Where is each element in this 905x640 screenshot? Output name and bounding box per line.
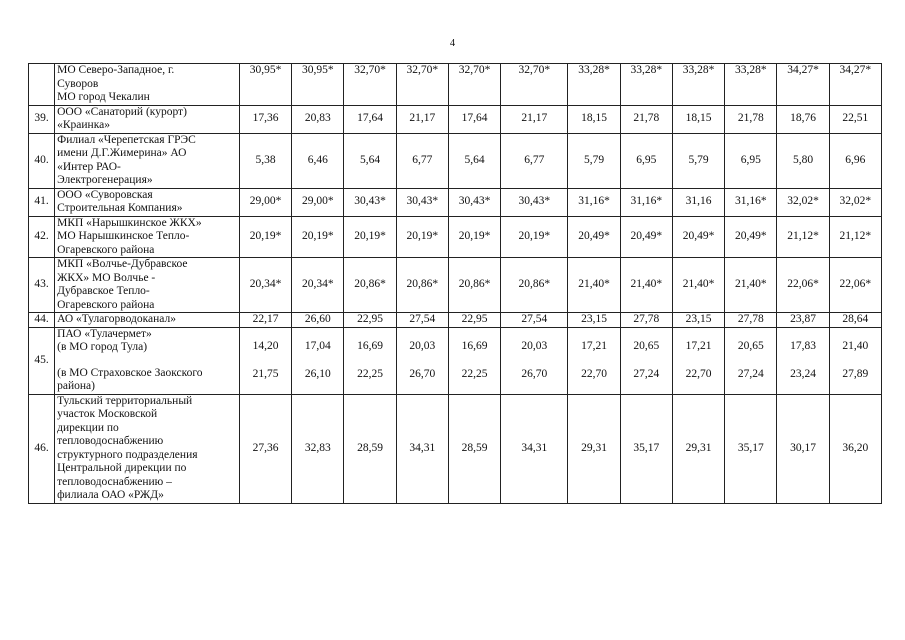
organization-name-line: (в МО Страховское Заокского [57, 366, 203, 379]
row-number: 45. [29, 327, 55, 394]
row-number: 44. [29, 313, 55, 328]
tariff-value: 30,17 [777, 394, 829, 503]
tariff-value: 34,31 [396, 394, 448, 503]
tariff-value: 31,16* [620, 188, 672, 216]
organization-name-line: (в МО город Тула) [57, 341, 148, 353]
row-number: 41. [29, 188, 55, 216]
tariff-value: 30,43* [344, 188, 396, 216]
organization-name-line: МКП «Нарышкинское ЖКХ» [57, 216, 202, 229]
tariff-value: 20,34* [239, 258, 291, 313]
organization-name [55, 105, 240, 133]
tariff-value: 14,20 21,75 [239, 327, 291, 394]
tariff-value: 35,17 [725, 394, 777, 503]
organization-name-line: Суворов [57, 77, 99, 90]
tariff-value: 35,17 [620, 394, 672, 503]
row-number: 42. [29, 216, 55, 258]
tariff-value: 5,80 [777, 133, 829, 188]
tariff-value: 22,06* [829, 258, 881, 313]
tariff-value: 29,00* [292, 188, 344, 216]
tariff-value: 5,38 [239, 133, 291, 188]
tariff-value: 5,79 [568, 133, 620, 188]
tariff-value: 21,78 [725, 105, 777, 133]
tariff-value: 20,03 26,70 [501, 327, 568, 394]
organization-name [55, 133, 240, 188]
tariff-value: 32,02* [777, 188, 829, 216]
tariff-value: 32,70* [344, 64, 396, 106]
row-number: 40. [29, 133, 55, 188]
tariff-value: 17,04 26,10 [292, 327, 344, 394]
tariff-value: 34,27* [777, 64, 829, 106]
organization-name-line: структурного подразделения [57, 448, 198, 461]
organization-name [55, 216, 240, 258]
organization-name-line: ЖКХ» МО Волчье - [57, 271, 156, 284]
organization-name-line: Центральной дирекции по [57, 462, 187, 474]
tariff-value: 20,49* [672, 216, 724, 258]
table-row [29, 258, 882, 313]
tariff-value: 22,95 [344, 313, 396, 328]
organization-name [55, 258, 240, 313]
tariff-value: 18,15 [672, 105, 724, 133]
organization-name-line: района) [57, 380, 95, 392]
tariff-value: 33,28* [568, 64, 620, 106]
tariff-value: 21,40* [672, 258, 724, 313]
tariff-value: 5,64 [344, 133, 396, 188]
tariff-value: 20,86* [448, 258, 500, 313]
tariff-value: 28,59 [344, 394, 396, 503]
organization-name-line: тепловодоснабжению – [57, 475, 172, 488]
tariff-value: 33,28* [672, 64, 724, 106]
tariff-value: 34,27* [829, 64, 881, 106]
organization-name [55, 313, 240, 328]
row-number: 43. [29, 258, 55, 313]
tariff-value: 34,31 [501, 394, 568, 503]
tariff-value: 21,17 [396, 105, 448, 133]
tariff-value: 20,65 27,24 [620, 327, 672, 394]
organization-name-line: ООО «Суворовская [57, 188, 153, 201]
organization-name-line: МО Северо-Западное, г. [57, 64, 175, 76]
tariff-value: 29,31 [672, 394, 724, 503]
tariff-value: 6,77 [501, 133, 568, 188]
tariff-value: 29,00* [239, 188, 291, 216]
page-number: 4 [449, 38, 456, 49]
tariff-value: 18,76 [777, 105, 829, 133]
tariff-value: 29,31 [568, 394, 620, 503]
tariff-value: 32,70* [448, 64, 500, 106]
tariff-value: 21,40* [725, 258, 777, 313]
tariff-value: 20,19* [239, 216, 291, 258]
organization-name-line: филиала ОАО «РЖД» [57, 489, 164, 501]
tariff-value: 27,36 [239, 394, 291, 503]
tariff-value: 20,19* [292, 216, 344, 258]
organization-name-line: «Интер РАО- [57, 160, 121, 173]
tariff-value: 33,28* [725, 64, 777, 106]
tariff-value: 20,86* [396, 258, 448, 313]
tariff-value: 32,83 [292, 394, 344, 503]
tariff-value: 21,78 [620, 105, 672, 133]
tariff-value: 27,78 [725, 313, 777, 328]
tariff-value: 20,83 [292, 105, 344, 133]
tariff-value: 6,96 [829, 133, 881, 188]
organization-name-line: МО город Чекалин [57, 91, 150, 103]
row-number [29, 64, 55, 106]
organization-name-line: МО Нарышкинское Тепло- [57, 230, 190, 242]
tariff-value: 28,64 [829, 313, 881, 328]
tariff-value: 17,36 [239, 105, 291, 133]
tariff-value: 20,19* [344, 216, 396, 258]
organization-name-line: Филиал «Черепетская ГРЭС [57, 133, 196, 146]
tariff-value: 20,19* [396, 216, 448, 258]
tariff-value: 31,16 [672, 188, 724, 216]
organization-name-line: Строительная Компания» [57, 202, 183, 214]
tariff-value: 22,95 [448, 313, 500, 328]
tariff-value: 6,95 [725, 133, 777, 188]
tariff-value: 22,17 [239, 313, 291, 328]
tariff-value: 16,69 22,25 [344, 327, 396, 394]
tariff-value: 20,49* [620, 216, 672, 258]
tariff-value: 30,43* [501, 188, 568, 216]
tariff-value: 23,15 [672, 313, 724, 328]
tariff-value: 32,70* [396, 64, 448, 106]
organization-name-line: Огаревского района [57, 298, 155, 311]
tariff-value: 21,12* [829, 216, 881, 258]
tariff-value: 5,64 [448, 133, 500, 188]
tariff-value: 21,17 [501, 105, 568, 133]
organization-name [55, 188, 240, 216]
tariff-value: 16,69 22,25 [448, 327, 500, 394]
tariff-value: 18,15 [568, 105, 620, 133]
tariff-value: 20,03 26,70 [396, 327, 448, 394]
organization-name-line: Дубравское Тепло- [57, 285, 150, 297]
tariff-value: 21,40 27,89 [829, 327, 881, 394]
tariff-value: 20,34* [292, 258, 344, 313]
tariff-value: 28,59 [448, 394, 500, 503]
tariff-value: 36,20 [829, 394, 881, 503]
organization-name-line: Электрогенерация» [57, 174, 153, 186]
tariff-value: 20,86* [344, 258, 396, 313]
table-row [29, 313, 882, 328]
tariff-table [28, 63, 882, 504]
tariff-value: 21,40* [620, 258, 672, 313]
organization-name-line: «Краинка» [57, 119, 110, 131]
tariff-value: 32,70* [501, 64, 568, 106]
tariff-value: 6,46 [292, 133, 344, 188]
tariff-value: 20,65 27,24 [725, 327, 777, 394]
organization-name-line: участок Московской [57, 408, 158, 420]
tariff-value: 23,15 [568, 313, 620, 328]
tariff-value: 6,95 [620, 133, 672, 188]
row-number: 39. [29, 105, 55, 133]
tariff-value: 26,60 [292, 313, 344, 328]
tariff-value: 23,87 [777, 313, 829, 328]
tariff-value: 20,49* [568, 216, 620, 258]
organization-name-line: Огаревского района [57, 243, 155, 256]
tariff-value: 6,77 [396, 133, 448, 188]
tariff-value: 17,21 22,70 [568, 327, 620, 394]
organization-name-line: имени Д.Г.Жимерина» АО [57, 147, 187, 159]
tariff-value: 31,16* [568, 188, 620, 216]
organization-name-line: АО «Тулагорводоканал» [57, 313, 176, 325]
tariff-value: 27,54 [501, 313, 568, 328]
table-row [29, 394, 882, 503]
row-number: 46. [29, 394, 55, 503]
tariff-value: 17,21 22,70 [672, 327, 724, 394]
tariff-value: 22,06* [777, 258, 829, 313]
tariff-value: 33,28* [620, 64, 672, 106]
table-row [29, 133, 882, 188]
tariff-value: 30,43* [396, 188, 448, 216]
organization-name-line: МКП «Волчье-Дубравское [57, 258, 188, 270]
organization-name [55, 327, 240, 394]
table-row [29, 216, 882, 258]
tariff-value: 21,12* [777, 216, 829, 258]
organization-name-line: ПАО «Тулачермет» [57, 327, 152, 340]
tariff-value: 17,64 [344, 105, 396, 133]
tariff-value: 22,51 [829, 105, 881, 133]
table-row [29, 105, 882, 133]
tariff-value: 20,86* [501, 258, 568, 313]
tariff-value: 5,79 [672, 133, 724, 188]
tariff-value: 31,16* [725, 188, 777, 216]
table-row [29, 327, 882, 394]
organization-name [55, 394, 240, 503]
tariff-value: 17,83 23,24 [777, 327, 829, 394]
tariff-value: 21,40* [568, 258, 620, 313]
tariff-value: 30,95* [239, 64, 291, 106]
organization-name-line: дирекции по [57, 421, 119, 434]
organization-name [55, 64, 240, 106]
tariff-value: 30,43* [448, 188, 500, 216]
tariff-value: 17,64 [448, 105, 500, 133]
tariff-value: 20,19* [448, 216, 500, 258]
tariff-value: 30,95* [292, 64, 344, 106]
tariff-value: 32,02* [829, 188, 881, 216]
tariff-value: 20,19* [501, 216, 568, 258]
organization-name-line: ООО «Санаторий (курорт) [57, 105, 187, 118]
table-row [29, 64, 882, 106]
tariff-value: 27,54 [396, 313, 448, 328]
table-row [29, 188, 882, 216]
tariff-value: 20,49* [725, 216, 777, 258]
tariff-value: 27,78 [620, 313, 672, 328]
organization-name-line: Тульский территориальный [57, 394, 193, 407]
organization-name-line: тепловодоснабжению [57, 435, 164, 447]
